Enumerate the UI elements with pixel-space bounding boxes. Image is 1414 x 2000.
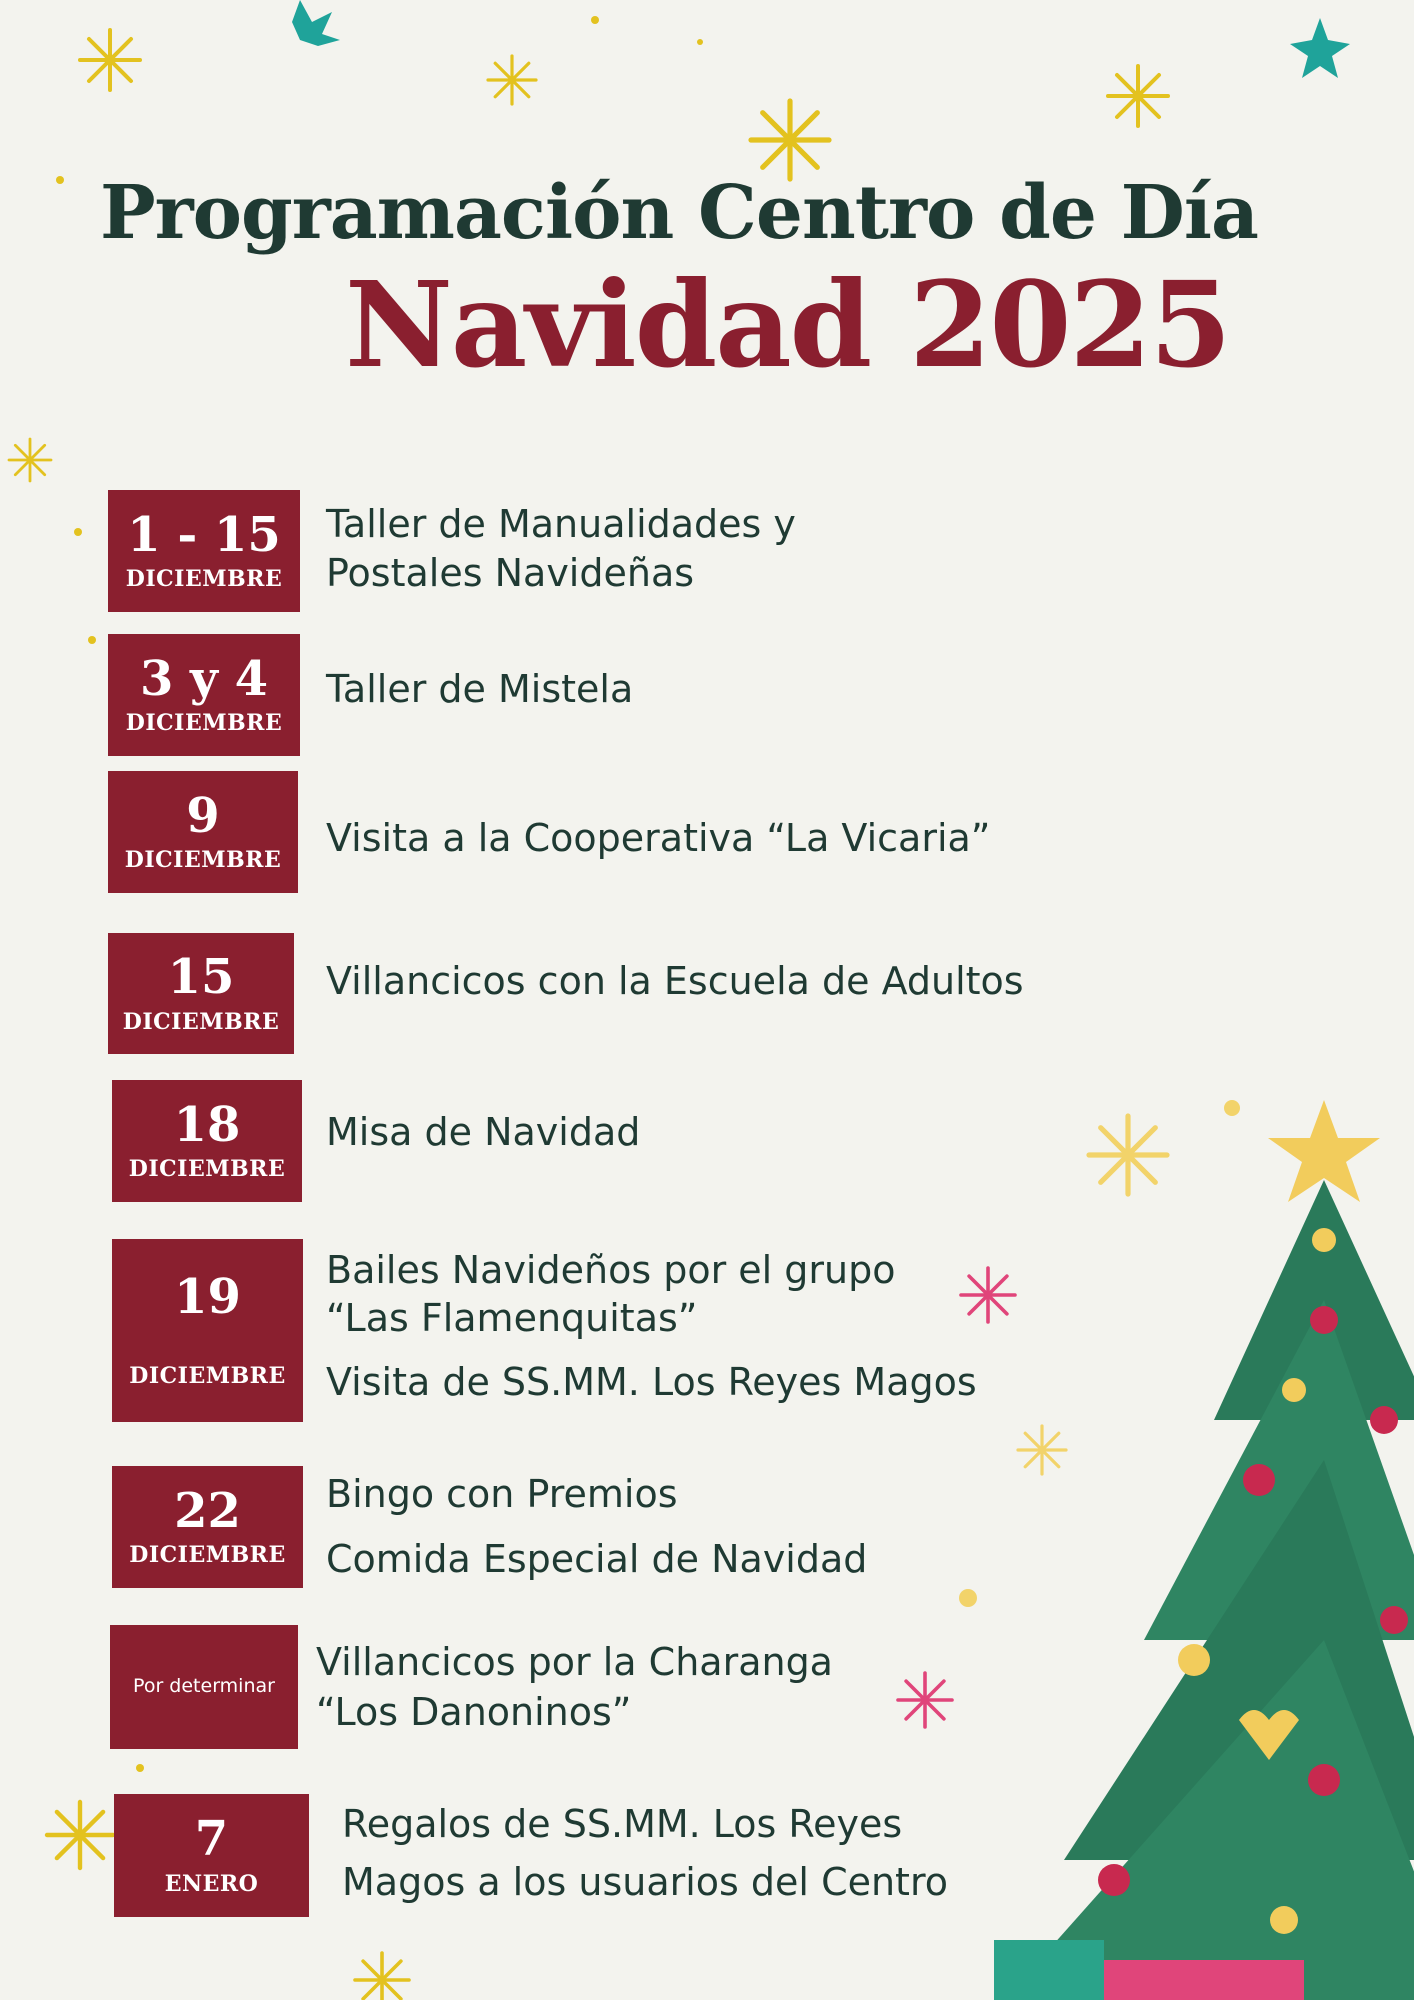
date-day: 3 y 4 — [139, 650, 269, 707]
page-title: Programación Centro de Día — [100, 170, 1258, 256]
snowflake-icon — [355, 1953, 409, 2000]
christmas-tree-icon — [994, 1080, 1414, 2000]
date-box — [114, 1794, 309, 1917]
date-box — [108, 771, 298, 893]
event-text: Magos a los usuarios del Centro — [342, 1860, 948, 1904]
event-text: Taller de Manualidades y — [326, 502, 796, 546]
snowflake-icon — [488, 56, 536, 104]
date-day: 15 — [167, 949, 235, 1006]
date-day: 18 — [173, 1096, 241, 1153]
snowflake-icon — [898, 1673, 952, 1727]
date-day: 9 — [186, 787, 220, 844]
date-month: DICIEMBRE — [128, 1156, 286, 1183]
event-text: Bailes Navideños por el grupo — [326, 1248, 896, 1292]
event-text: Misa de Navidad — [326, 1110, 641, 1154]
date-month: DICIEMBRE — [124, 847, 282, 874]
date-box — [112, 1080, 302, 1202]
snowflake-icon — [9, 439, 51, 481]
date-day: 19 — [174, 1269, 241, 1326]
date-day: 22 — [174, 1482, 241, 1539]
event-text: Visita a la Cooperativa “La Vicaria” — [326, 816, 991, 860]
date-month: DICIEMBRE — [122, 1008, 280, 1035]
star-icon — [1290, 18, 1350, 78]
star-icon — [292, 0, 340, 46]
date-box — [112, 1466, 303, 1588]
gift-icon — [1104, 1960, 1304, 2000]
date-day: Por determinar — [133, 1675, 275, 1698]
date-box — [108, 490, 300, 612]
date-box — [110, 1625, 298, 1749]
page-subtitle: Navidad 2025 — [345, 255, 1230, 394]
event-text: “Los Danoninos” — [316, 1690, 632, 1734]
date-day: 1 - 15 — [127, 506, 281, 563]
event-text: Villancicos por la Charanga — [316, 1640, 833, 1684]
snowflake-icon — [751, 101, 829, 179]
snowflake-icon — [1108, 66, 1168, 126]
event-text: “Las Flamenquitas” — [326, 1296, 698, 1340]
event-text: Comida Especial de Navidad — [326, 1537, 868, 1581]
date-box — [108, 933, 294, 1054]
date-month: DICIEMBRE — [125, 566, 283, 593]
date-month: DICIEMBRE — [125, 710, 283, 737]
gift-icon — [994, 1940, 1104, 2000]
snowflake-icon — [80, 30, 140, 90]
snowflake-icon — [47, 1802, 113, 1868]
date-month: ENERO — [164, 1870, 259, 1897]
date-box — [108, 634, 300, 756]
date-month: DICIEMBRE — [129, 1362, 286, 1389]
event-text: Villancicos con la Escuela de Adultos — [326, 959, 1024, 1003]
event-text: Taller de Mistela — [326, 667, 634, 711]
event-text: Regalos de SS.MM. Los Reyes — [342, 1802, 903, 1846]
date-box — [112, 1239, 303, 1422]
event-text: Bingo con Premios — [326, 1472, 678, 1516]
event-text: Postales Navideñas — [326, 551, 695, 595]
event-text: Visita de SS.MM. Los Reyes Magos — [326, 1360, 977, 1404]
date-month: DICIEMBRE — [129, 1542, 286, 1569]
date-day: 7 — [194, 1811, 229, 1868]
